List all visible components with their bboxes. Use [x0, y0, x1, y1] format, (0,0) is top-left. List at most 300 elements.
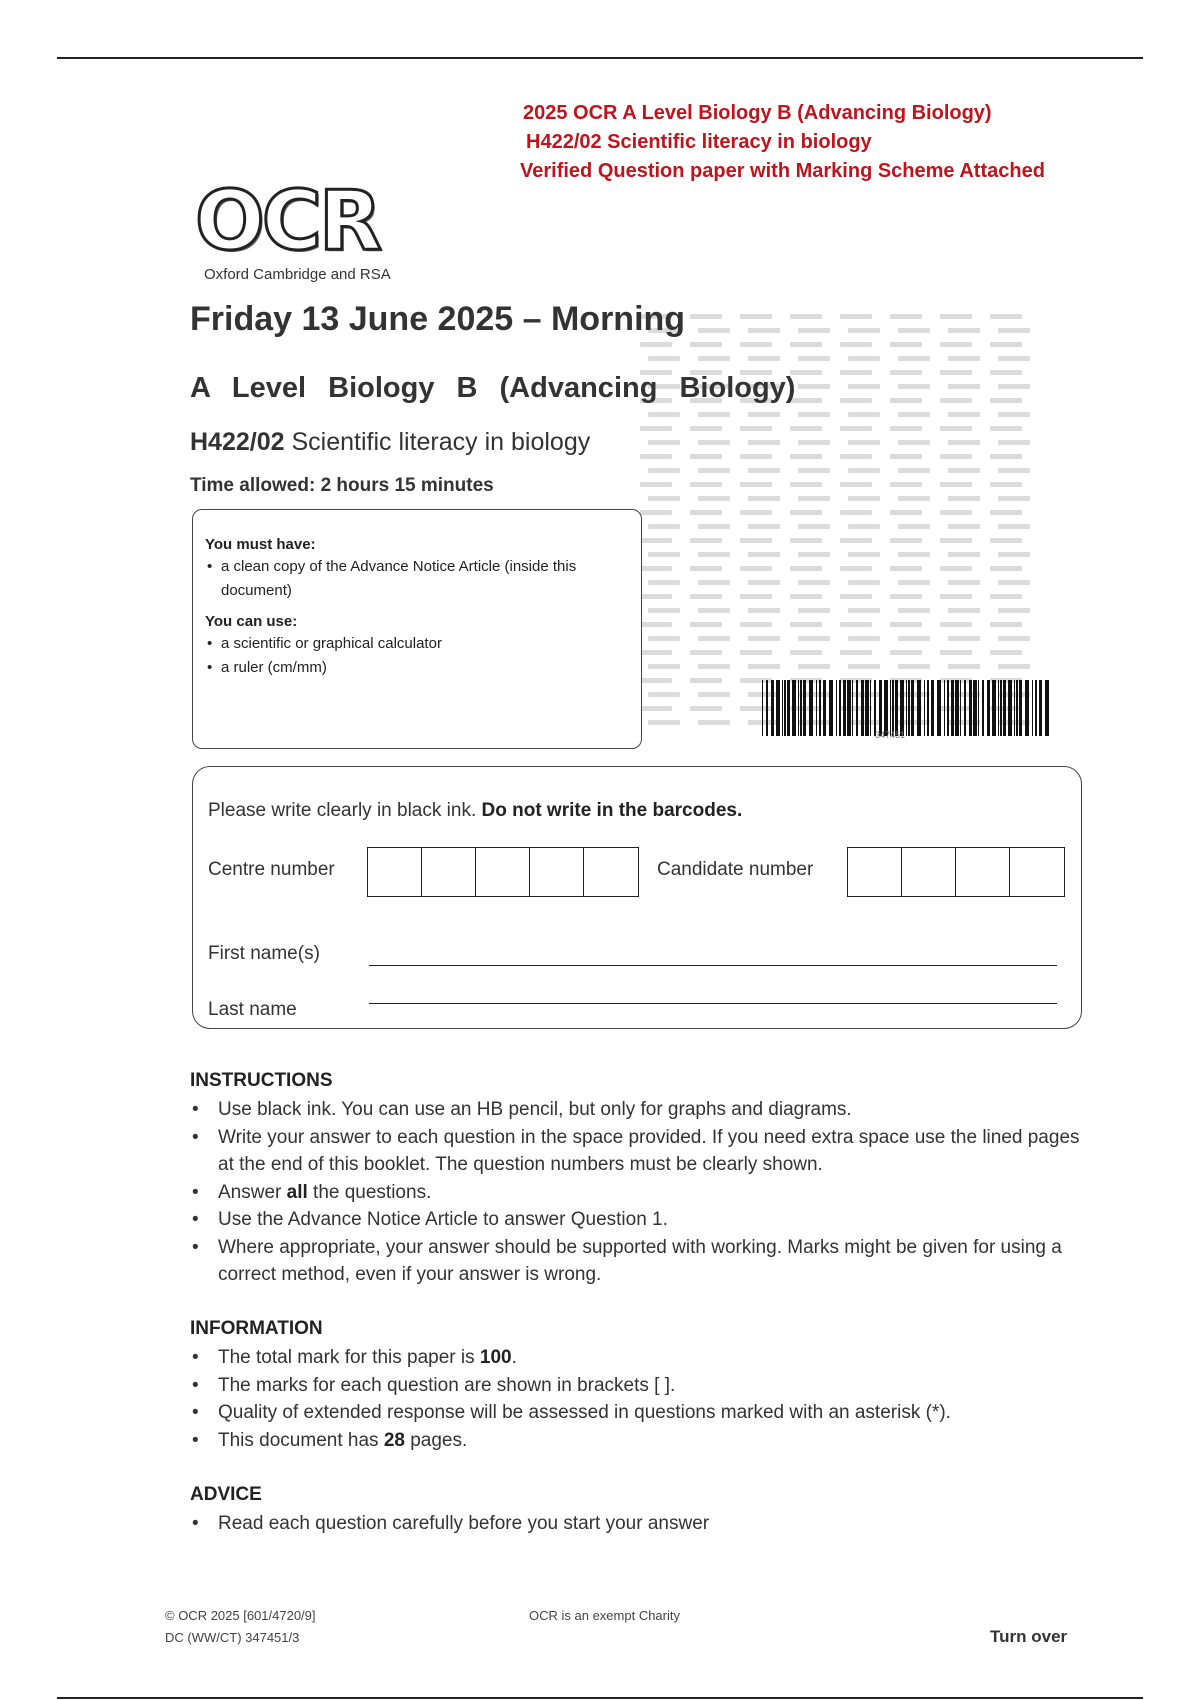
barcode-bar — [944, 680, 945, 736]
information-section — [190, 1318, 1090, 1454]
barcode-bar — [870, 680, 871, 736]
candidate-digit-box[interactable] — [956, 848, 1010, 896]
watermark-mark — [990, 314, 1022, 319]
watermark-mark — [740, 622, 772, 627]
watermark-mark — [748, 608, 780, 613]
watermark-mark — [740, 342, 772, 347]
watermark-mark — [898, 412, 930, 417]
must-have-list — [205, 555, 629, 603]
watermark-mark — [998, 440, 1030, 445]
watermark-mark — [840, 566, 872, 571]
barcode-bar — [1003, 680, 1006, 736]
watermark-mark — [798, 608, 830, 613]
watermark-mark — [890, 398, 922, 403]
watermark-mark — [840, 510, 872, 515]
watermark-mark — [848, 524, 880, 529]
watermark-mark — [690, 622, 722, 627]
barcode-bar — [1035, 680, 1037, 736]
advice-heading: ADVICE — [190, 1484, 262, 1505]
watermark-mark — [890, 538, 922, 543]
watermark-mark — [940, 342, 972, 347]
centre-number-input[interactable] — [367, 847, 639, 897]
barcode-bar — [895, 680, 898, 736]
watermark-mark — [648, 636, 680, 641]
watermark-mark — [948, 524, 980, 529]
watermark-mark — [848, 496, 880, 501]
barcode-bar — [784, 680, 786, 736]
information-heading: INFORMATION — [190, 1318, 323, 1339]
watermark-mark — [640, 510, 672, 515]
watermark-mark — [998, 580, 1030, 585]
watermark-mark — [948, 636, 980, 641]
watermark-mark — [748, 636, 780, 641]
barcode-bar — [865, 680, 869, 736]
instruction-item: • Use black ink. You can use an HB pencil, but only for graphs and diagrams. — [190, 1096, 1090, 1124]
watermark-mark — [998, 552, 1030, 557]
can-use-list — [205, 632, 629, 680]
watermark-mark — [698, 580, 730, 585]
barcode-bar — [787, 680, 790, 736]
instruction-item: • Use the Advance Notice Article to answer Question 1. — [190, 1206, 1090, 1234]
instruction-emphasis: all — [286, 1181, 308, 1203]
candidate-digit-box[interactable] — [1010, 848, 1064, 896]
watermark-mark — [748, 496, 780, 501]
must-have-item: • a clean copy of the Advance Notice Article (inside this document) — [219, 555, 629, 603]
watermark-mark — [890, 594, 922, 599]
barcode-bar — [776, 680, 780, 736]
watermark-mark — [690, 454, 722, 459]
exam-date: Friday 13 June 2025 – Morning — [190, 300, 686, 338]
watermark-mark — [648, 496, 680, 501]
last-name-label: Last name — [208, 999, 297, 1020]
barcode-bar — [884, 680, 888, 736]
watermark-mark — [898, 496, 930, 501]
watermark-mark — [790, 426, 822, 431]
barcode-bar — [1032, 680, 1033, 736]
watermark-mark — [990, 650, 1022, 655]
watermark-mark — [948, 468, 980, 473]
watermark-mark — [798, 636, 830, 641]
barcode-bar — [947, 680, 949, 736]
information-item — [190, 1344, 1090, 1372]
watermark-mark — [698, 440, 730, 445]
candidate-number-input[interactable] — [847, 847, 1065, 897]
instruction-text: Answer — [218, 1181, 287, 1203]
watermark-mark — [690, 706, 722, 711]
watermark-mark — [840, 454, 872, 459]
watermark-mark — [940, 622, 972, 627]
footer-charity: OCR is an exempt Charity — [529, 1608, 680, 1623]
watermark-mark — [640, 678, 672, 683]
watermark-mark — [690, 594, 722, 599]
watermark-mark — [940, 426, 972, 431]
barcode-bar — [803, 680, 806, 736]
watermark-mark — [990, 342, 1022, 347]
candidate-instruction-text: Please write clearly in black ink. — [208, 800, 477, 821]
barcode-bar — [819, 680, 821, 736]
candidate-details-box — [192, 766, 1082, 1029]
watermark-mark — [848, 356, 880, 361]
watermark-mark — [740, 454, 772, 459]
watermark-mark — [748, 468, 780, 473]
watermark-mark — [948, 608, 980, 613]
barcode-bar — [800, 680, 802, 736]
watermark-mark — [648, 692, 680, 697]
barcode-bar — [982, 680, 984, 736]
watermark-mark — [698, 664, 730, 669]
ocr-logo-subtitle: Oxford Cambridge and RSA — [204, 266, 391, 283]
barcode-bar — [874, 680, 876, 736]
watermark-mark — [840, 538, 872, 543]
information-text: pages. — [404, 1429, 468, 1451]
watermark-mark — [998, 412, 1030, 417]
watermark-mark — [740, 314, 772, 319]
instruction-text: the questions. — [307, 1181, 432, 1203]
watermark-mark — [848, 636, 880, 641]
barcode-bar — [792, 680, 796, 736]
watermark-mark — [690, 426, 722, 431]
watermark-mark — [948, 440, 980, 445]
watermark-mark — [890, 566, 922, 571]
centre-digit-box[interactable] — [368, 848, 422, 896]
watermark-mark — [748, 664, 780, 669]
barcode-bar — [809, 680, 813, 736]
information-item — [190, 1427, 1090, 1455]
watermark-mark — [948, 552, 980, 557]
advice-item: • Read each question carefully before you start your answer — [190, 1510, 1090, 1538]
barcode-bar — [964, 680, 966, 736]
watermark-mark — [890, 370, 922, 375]
barcode-bar — [1039, 680, 1042, 736]
watermark-mark — [890, 622, 922, 627]
watermark-mark — [748, 524, 780, 529]
watermark-mark — [690, 482, 722, 487]
watermark-mark — [648, 468, 680, 473]
watermark-mark — [740, 426, 772, 431]
instructions-section — [190, 1070, 1090, 1289]
watermark-mark — [740, 594, 772, 599]
watermark-mark — [790, 314, 822, 319]
watermark-mark — [798, 580, 830, 585]
watermark-mark — [790, 538, 822, 543]
watermark-mark — [898, 580, 930, 585]
watermark-mark — [698, 636, 730, 641]
barcode-bar — [924, 680, 925, 736]
watermark-mark — [648, 580, 680, 585]
watermark-mark — [798, 440, 830, 445]
barcode-bar — [816, 680, 817, 736]
barcode-bar — [766, 680, 768, 736]
watermark-mark — [840, 342, 872, 347]
can-use-item: • a ruler (cm/mm) — [219, 656, 629, 680]
last-name-field[interactable] — [369, 1003, 1057, 1004]
barcode-bar — [978, 680, 979, 736]
watermark-mark — [898, 468, 930, 473]
watermark-mark — [698, 608, 730, 613]
information-text: The total mark for this paper is — [218, 1347, 480, 1368]
watermark-mark — [640, 538, 672, 543]
watermark-mark — [998, 496, 1030, 501]
centre-digit-box[interactable] — [584, 848, 638, 896]
watermark-mark — [748, 356, 780, 361]
watermark-mark — [740, 482, 772, 487]
watermark-mark — [790, 622, 822, 627]
watermark-mark — [790, 454, 822, 459]
centre-digit-box[interactable] — [530, 848, 584, 896]
barcode-bar — [1016, 680, 1018, 736]
centre-number-label: Centre number — [208, 859, 335, 880]
watermark-mark — [648, 356, 680, 361]
barcode-bar — [892, 680, 894, 736]
can-use-item: • a scientific or graphical calculator — [219, 632, 629, 656]
watermark-mark — [698, 692, 730, 697]
watermark-mark — [748, 328, 780, 333]
centre-digit-box[interactable] — [476, 848, 530, 896]
watermark-mark — [790, 566, 822, 571]
watermark-mark — [998, 664, 1030, 669]
watermark-mark — [940, 314, 972, 319]
watermark-mark — [698, 496, 730, 501]
watermark-mark — [790, 594, 822, 599]
watermark-mark — [848, 552, 880, 557]
watermark-mark — [990, 622, 1022, 627]
watermark-mark — [848, 468, 880, 473]
candidate-digit-box[interactable] — [848, 848, 902, 896]
watermark-mark — [798, 328, 830, 333]
watermark-mark — [640, 426, 672, 431]
watermark-mark — [640, 622, 672, 627]
candidate-digit-box[interactable] — [902, 848, 956, 896]
barcode-bar — [987, 680, 990, 736]
barcode-bar — [798, 680, 799, 736]
watermark-mark — [890, 482, 922, 487]
watermark-mark — [890, 342, 922, 347]
information-text: . — [511, 1347, 517, 1368]
watermark-mark — [748, 412, 780, 417]
watermark-mark — [748, 580, 780, 585]
instructions-heading: INSTRUCTIONS — [190, 1070, 333, 1091]
watermark-mark — [648, 664, 680, 669]
watermark-mark — [990, 594, 1022, 599]
watermark-mark — [898, 328, 930, 333]
watermark-mark — [640, 650, 672, 655]
watermark-mark — [690, 510, 722, 515]
watermark-mark — [890, 314, 922, 319]
watermark-mark — [648, 412, 680, 417]
watermark-mark — [940, 454, 972, 459]
barcode-bar — [955, 680, 959, 736]
barcode-bar — [843, 680, 846, 736]
watermark-mark — [848, 328, 880, 333]
barcode-bar — [900, 680, 904, 736]
watermark-mark — [990, 482, 1022, 487]
watermark-mark — [798, 664, 830, 669]
watermark-mark — [698, 524, 730, 529]
watermark-mark — [840, 426, 872, 431]
watermark-mark — [898, 608, 930, 613]
barcode-bar — [1000, 680, 1002, 736]
watermark-mark — [990, 510, 1022, 515]
barcode-bar — [908, 680, 910, 736]
watermark-mark — [998, 468, 1030, 473]
instructions-list — [190, 1096, 1090, 1289]
watermark-mark — [898, 356, 930, 361]
watermark-mark — [840, 314, 872, 319]
watermark-mark — [840, 594, 872, 599]
watermark-mark — [998, 356, 1030, 361]
barcode-bar — [1019, 680, 1022, 736]
watermark-mark — [740, 538, 772, 543]
watermark-mark — [940, 510, 972, 515]
watermark-mark — [990, 454, 1022, 459]
barcode-bar — [906, 680, 907, 736]
barcode-bar — [1008, 680, 1012, 736]
information-text: This document has — [218, 1429, 384, 1451]
barcode-bar — [861, 680, 864, 736]
exam-code-line — [190, 428, 590, 457]
watermark-mark — [698, 328, 730, 333]
must-have-heading: You must have: — [205, 536, 316, 553]
watermark-mark — [740, 650, 772, 655]
watermark-mark — [848, 608, 880, 613]
watermark-mark — [640, 566, 672, 571]
barcode-bar — [879, 680, 882, 736]
ocr-logo — [195, 174, 391, 283]
watermark-mark — [640, 342, 672, 347]
watermark-mark — [790, 510, 822, 515]
turn-over: Turn over — [990, 1627, 1068, 1646]
barcode-bar — [917, 680, 921, 736]
watermark-mark — [940, 398, 972, 403]
watermark-mark — [940, 566, 972, 571]
watermark-mark — [890, 650, 922, 655]
watermark-mark — [698, 552, 730, 557]
barcode-bar — [937, 680, 941, 736]
barcode-bar — [927, 680, 929, 736]
watermark-mark — [898, 552, 930, 557]
watermark-mark — [940, 538, 972, 543]
watermark-mark — [948, 496, 980, 501]
watermark-mark — [890, 510, 922, 515]
barcode — [760, 680, 1050, 736]
barcode-bar — [1025, 680, 1029, 736]
watermark-mark — [848, 384, 880, 389]
watermark-mark — [698, 468, 730, 473]
ocr-logo-text: OCR — [195, 174, 380, 269]
watermark-mark — [698, 412, 730, 417]
watermark-mark — [990, 426, 1022, 431]
watermark-mark — [848, 412, 880, 417]
watermark-mark — [990, 370, 1022, 375]
watermark-mark — [798, 384, 830, 389]
watermark-mark — [898, 636, 930, 641]
watermark-mark — [648, 552, 680, 557]
barcode-bar — [762, 680, 763, 736]
information-item: • Quality of extended response will be assessed in questions marked with an asterisk (*). — [190, 1399, 1090, 1427]
barcode-bar — [829, 680, 833, 736]
watermark-mark — [948, 580, 980, 585]
watermark-mark — [648, 440, 680, 445]
barcode-bar — [839, 680, 841, 736]
watermark-mark — [698, 720, 730, 725]
watermark-mark — [898, 524, 930, 529]
information-emphasis: 100 — [479, 1347, 512, 1368]
watermark-mark — [798, 552, 830, 557]
candidate-instruction — [208, 800, 742, 822]
barcode-bar — [969, 680, 972, 736]
watermark-mark — [848, 440, 880, 445]
watermark-mark — [640, 454, 672, 459]
watermark-mark — [940, 650, 972, 655]
header-line-2: H422/02 Scientific literacy in biology — [526, 131, 872, 153]
watermark-mark — [798, 412, 830, 417]
watermark-mark — [790, 482, 822, 487]
watermark-mark — [798, 524, 830, 529]
watermark-mark — [898, 664, 930, 669]
header-line-1: 2025 OCR A Level Biology B (Advancing Biology) — [523, 102, 992, 124]
barcode-bar — [951, 680, 954, 736]
watermark-mark — [798, 468, 830, 473]
watermark-mark — [690, 314, 722, 319]
information-emphasis: 28 — [383, 1429, 405, 1451]
watermark-mark — [998, 384, 1030, 389]
watermark-mark — [698, 356, 730, 361]
watermark-mark — [948, 384, 980, 389]
instruction-item — [190, 1179, 1090, 1207]
first-name-field[interactable] — [369, 965, 1057, 966]
requirements-box — [192, 509, 642, 749]
barcode-bar — [911, 680, 914, 736]
watermark-mark — [998, 524, 1030, 529]
bottom-rule — [57, 1697, 1143, 1699]
watermark-mark — [740, 510, 772, 515]
instruction-item: • Write your answer to each question in the space provided. If you need extra space use the lined pages at the end of this booklet. The question numbers must be clearly shown. — [190, 1124, 1090, 1179]
barcode-bar — [890, 680, 891, 736]
barcode-bar — [852, 680, 853, 736]
barcode-bar — [782, 680, 783, 736]
watermark-mark — [690, 342, 722, 347]
watermark-mark — [998, 328, 1030, 333]
barcode-bar — [973, 680, 977, 736]
watermark-mark — [840, 370, 872, 375]
watermark-mark — [790, 342, 822, 347]
watermark-mark — [940, 594, 972, 599]
barcode-bar — [1045, 680, 1049, 736]
watermark-mark — [890, 426, 922, 431]
watermark-mark — [840, 622, 872, 627]
watermark-mark — [748, 552, 780, 557]
barcode-bar — [836, 680, 837, 736]
watermark-mark — [640, 594, 672, 599]
watermark-mark — [948, 664, 980, 669]
candidate-instruction-bold: Do not write in the barcodes. — [481, 800, 743, 821]
exam-title: A Level Biology B (Advancing Biology) — [190, 372, 796, 404]
information-item: • The marks for each question are shown in brackets [ ]. — [190, 1372, 1090, 1400]
centre-digit-box[interactable] — [422, 848, 476, 896]
advice-list — [190, 1510, 1090, 1538]
time-allowed: Time allowed: 2 hours 15 minutes — [190, 475, 494, 496]
candidate-number-label: Candidate number — [657, 859, 814, 880]
watermark-mark — [798, 356, 830, 361]
barcode-bar — [847, 680, 851, 736]
watermark-mark — [998, 608, 1030, 613]
watermark-mark — [990, 538, 1022, 543]
first-name-label: First name(s) — [208, 943, 320, 964]
watermark-mark — [948, 412, 980, 417]
barcode-bar — [823, 680, 826, 736]
watermark-mark — [748, 440, 780, 445]
header-line-3: Verified Question paper with Marking Scheme Attached — [520, 160, 1045, 182]
